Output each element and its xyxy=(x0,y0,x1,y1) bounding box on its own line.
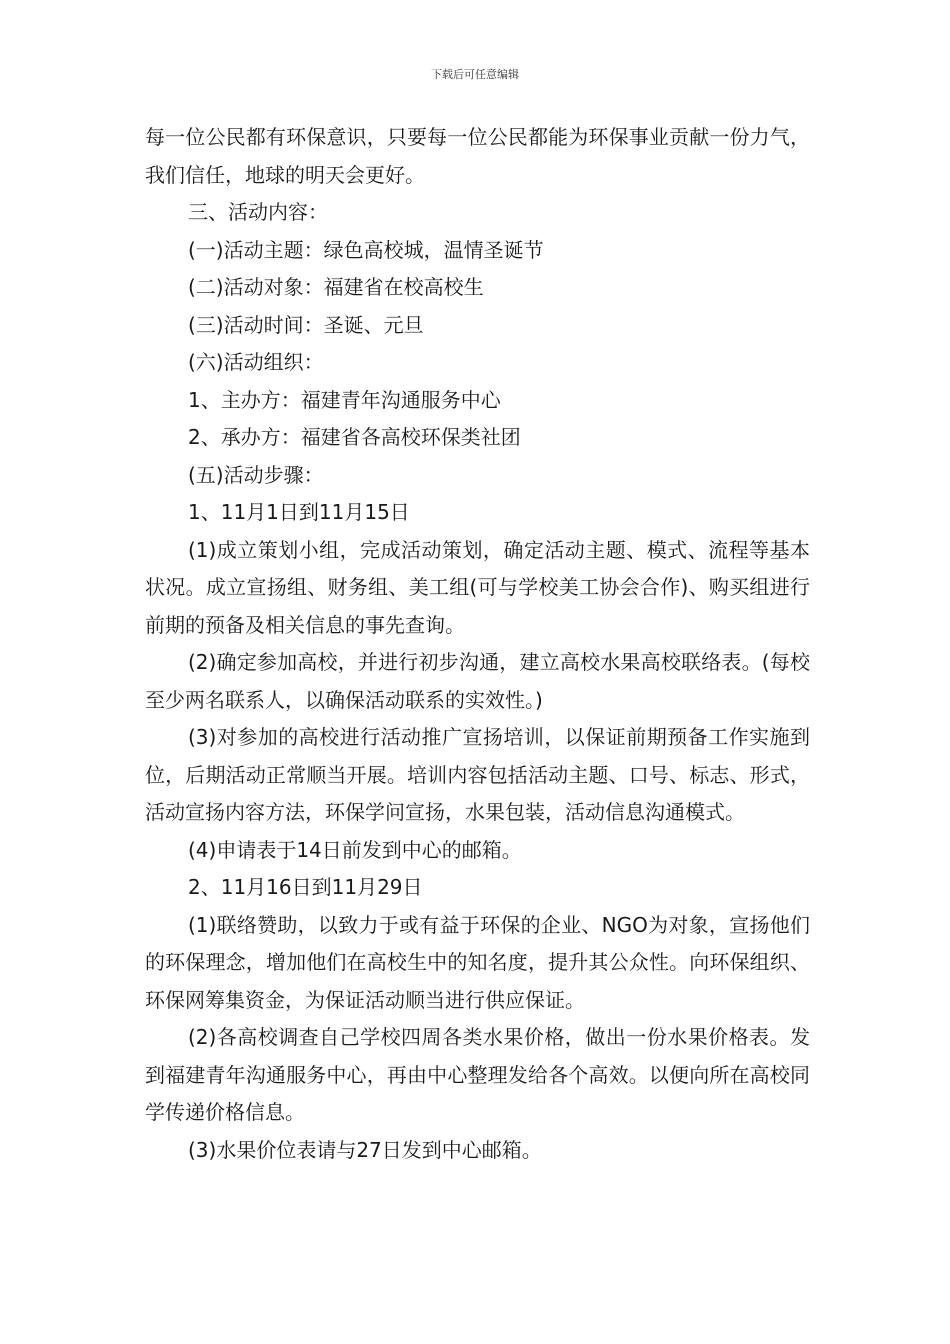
list-item-organizer: 2、承办方：福建省各高校环保类社团 xyxy=(188,425,521,449)
list-item-steps: (五)活动步骤： xyxy=(188,462,324,487)
list-item-time: (三)活动时间：圣诞、元旦 xyxy=(188,312,424,337)
step-2-item-3: (3)水果价位表请与27日发到中心邮箱。 xyxy=(188,1137,542,1162)
step-1-item-4: (4)申请表于14日前发到中心的邮箱。 xyxy=(188,837,522,862)
step-2-item-1: (1)联络赞助，以致力于或有益于环保的企业、NGO为对象，宣扬他们的环保理念，增加他们在高校生中的知名度，提升其公众性。向环保组织、环保网筹集资金，为保证活动顺当进行供应保证。 xyxy=(145,912,810,1012)
paragraph-intro-continuation: 每一位公民都有环保意识，只要每一位公民都能为环保事业贡献一份力气，我们信任，地球的明天会更好。 xyxy=(145,125,810,187)
page-header: 下载后可任意编辑 xyxy=(431,68,519,81)
step-1-item-1: (1)成立策划小组，完成活动策划，确定活动主题、模式、流程等基本状况。成立宣扬组、财务组、美工组(可与学校美工协会合作)、购买组进行前期的预备及相关信息的事先查询。 xyxy=(145,537,810,637)
step-period-2: 2、11月16日到11月29日 xyxy=(188,875,423,899)
list-item-target: (二)活动对象：福建省在校高校生 xyxy=(188,275,484,299)
list-item-organization: (六)活动组织： xyxy=(188,350,324,374)
list-item-host: 1、主办方：福建青年沟通服务中心 xyxy=(188,387,501,412)
document-body xyxy=(145,119,810,1169)
list-item-theme: (一)活动主题：绿色高校城，温情圣诞节 xyxy=(188,237,544,262)
step-1-item-3: (3)对参加的高校进行活动推广宣扬培训，以保证前期预备工作实施到位，后期活动正常顺当开展。培训内容包括活动主题、口号、标志、形式，活动宣扬内容方法，环保学问宣扬，水果包装，活动信息沟通模式。 xyxy=(145,725,810,824)
step-period-1: 1、11月1日到11月15日 xyxy=(188,500,410,524)
step-2-item-2: (2)各高校调查自己学校四周各类水果价格，做出一份水果价格表。发到福建青年沟通服务中心，再由中心整理发给各个高效。以便向所在高校同学传递价格信息。 xyxy=(145,1025,810,1124)
step-1-item-2: (2)确定参加高校，并进行初步沟通，建立高校水果高校联络表。(每校至少两名联系人，以确保活动联系的实效性。) xyxy=(145,650,810,712)
section-heading-activity-content: 三、活动内容： xyxy=(188,200,328,224)
